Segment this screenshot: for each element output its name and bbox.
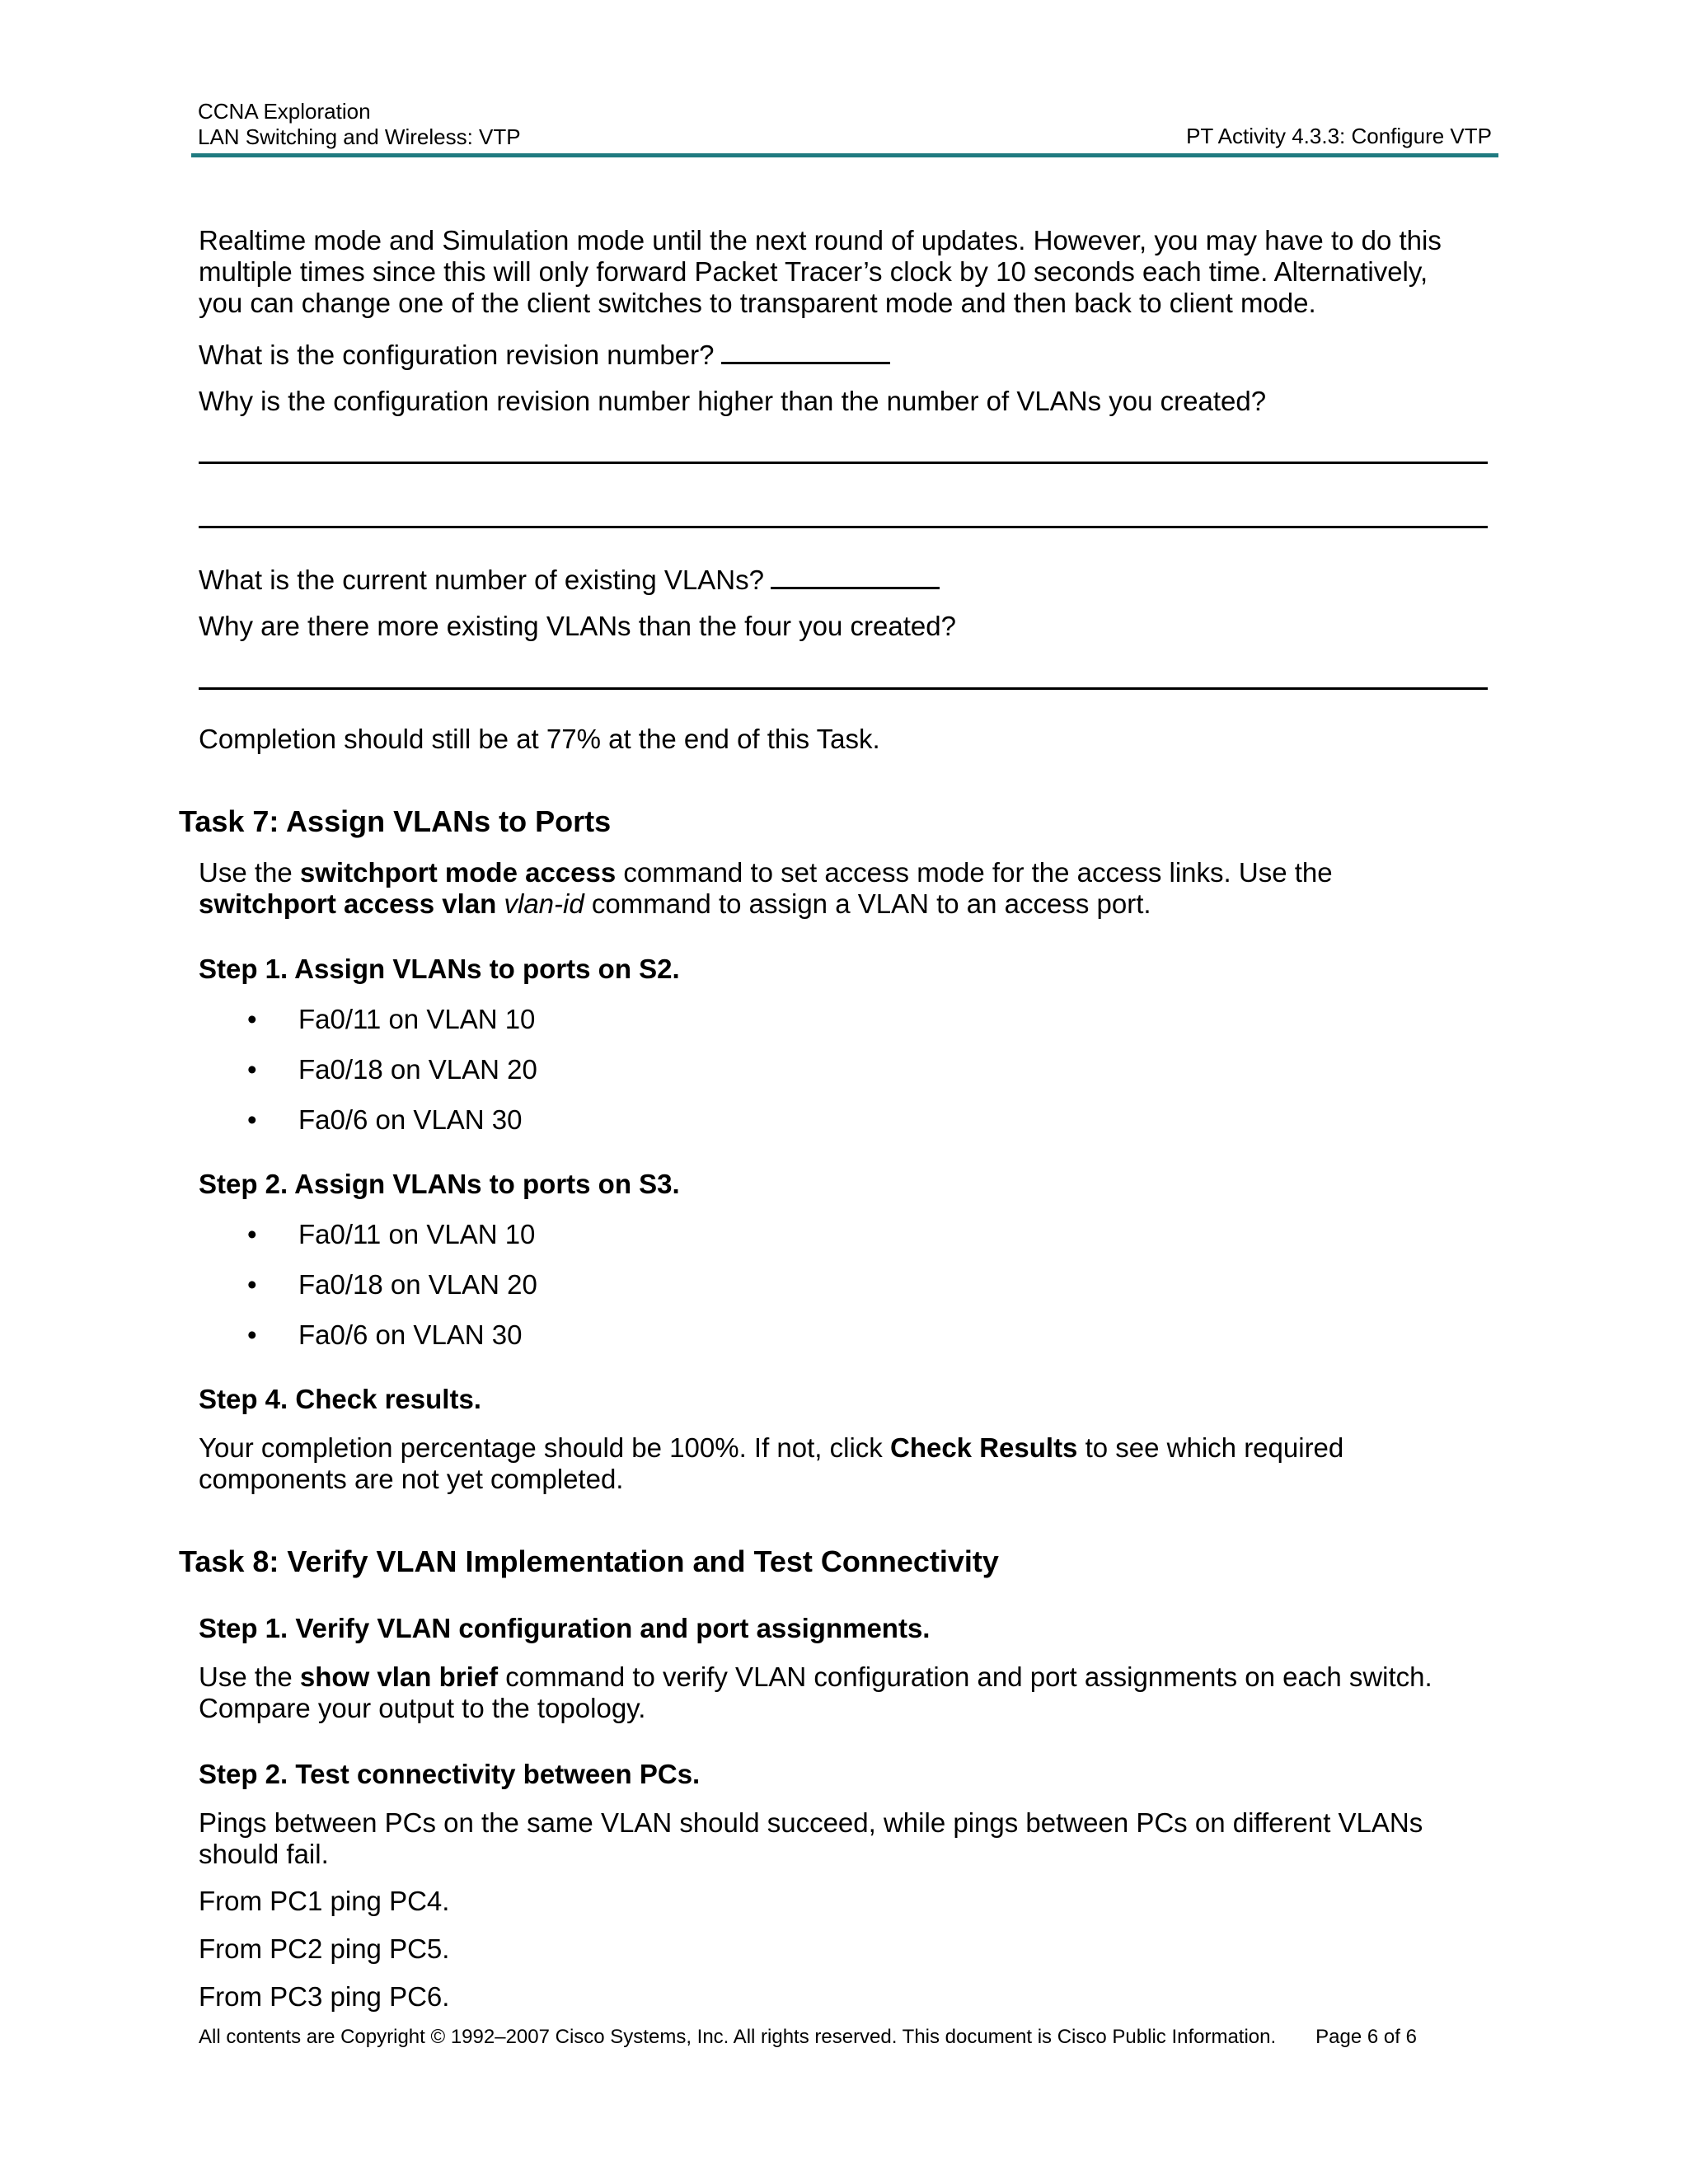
list-item-text: Fa0/11 on VLAN 10 bbox=[298, 1219, 536, 1249]
intro-line: multiple times since this will only forward Packet Tracer’s clock by 10 seconds each time. Alternatively, bbox=[199, 256, 1428, 287]
command-text: show vlan brief bbox=[299, 1661, 499, 1692]
bullet-icon: • bbox=[247, 1269, 257, 1300]
bullet-icon: • bbox=[247, 1319, 257, 1350]
answer-line[interactable] bbox=[199, 687, 1488, 690]
task7-step2-heading: Step 2. Assign VLANs to ports on S3. bbox=[199, 1169, 680, 1199]
page-footer bbox=[199, 2025, 1417, 2049]
list-item-text: Fa0/18 on VLAN 20 bbox=[298, 1054, 537, 1085]
text: should fail. bbox=[199, 1839, 329, 1869]
list-item bbox=[247, 1004, 535, 1035]
page-header-left bbox=[198, 99, 521, 150]
text: Your completion percentage should be 100%. If not, click bbox=[199, 1432, 890, 1463]
question-revision-number bbox=[199, 337, 1501, 371]
list-item bbox=[247, 1219, 535, 1250]
task8-heading: Task 8: Verify VLAN Implementation and Test Connectivity bbox=[179, 1544, 999, 1578]
answer-line[interactable] bbox=[199, 462, 1488, 464]
command-argument: vlan-id bbox=[504, 888, 584, 919]
command-text: switchport access vlan bbox=[199, 888, 497, 919]
task8-step2-text bbox=[199, 1807, 1501, 1870]
page-number: Page 6 of 6 bbox=[1315, 2026, 1417, 2048]
intro-line: you can change one of the client switches to transparent mode and then back to client mode. bbox=[199, 288, 1316, 318]
task8-step1-heading: Step 1. Verify VLAN configuration and port assignments. bbox=[199, 1613, 931, 1643]
list-item-text: Fa0/18 on VLAN 20 bbox=[298, 1269, 537, 1300]
bullet-icon: • bbox=[247, 1004, 257, 1034]
list-item bbox=[247, 1104, 523, 1136]
task7-step4-heading: Step 4. Check results. bbox=[199, 1384, 481, 1414]
answer-line[interactable] bbox=[199, 526, 1488, 528]
question-vlan-why: Why are there more existing VLANs than the four you created? bbox=[199, 611, 956, 641]
ping-instruction: From PC1 ping PC4. bbox=[199, 1886, 450, 1916]
task8-step2-heading: Step 2. Test connectivity between PCs. bbox=[199, 1759, 701, 1789]
text: Compare your output to the topology. bbox=[199, 1693, 646, 1723]
question-text: What is the configuration revision number? bbox=[199, 340, 715, 370]
bullet-icon: • bbox=[247, 1104, 257, 1135]
text bbox=[496, 888, 504, 919]
bullet-icon: • bbox=[247, 1054, 257, 1085]
intro-paragraph bbox=[199, 225, 1501, 319]
intro-line: Realtime mode and Simulation mode until the next round of updates. However, you may have to do this bbox=[199, 225, 1442, 255]
ping-instruction: From PC3 ping PC6. bbox=[199, 1981, 450, 2012]
text: command to verify VLAN configuration and port assignments on each switch. bbox=[498, 1661, 1432, 1692]
course-title: CCNA Exploration bbox=[198, 99, 371, 124]
check-results-label: Check Results bbox=[889, 1432, 1078, 1463]
task8-step1-text bbox=[199, 1661, 1501, 1724]
text: to see which required bbox=[1077, 1432, 1344, 1463]
text: Use the bbox=[199, 1661, 300, 1692]
course-subtitle: LAN Switching and Wireless: VTP bbox=[198, 124, 521, 149]
answer-blank[interactable] bbox=[721, 337, 890, 364]
list-item bbox=[247, 1319, 523, 1351]
activity-title: PT Activity 4.3.3: Configure VTP bbox=[1186, 124, 1492, 148]
header-divider bbox=[191, 153, 1498, 157]
task7-step4-text bbox=[199, 1432, 1501, 1495]
question-revision-why: Why is the configuration revision number higher than the number of VLANs you created? bbox=[199, 386, 1267, 416]
task7-step1-heading: Step 1. Assign VLANs to ports on S2. bbox=[199, 954, 680, 984]
copyright-text: All contents are Copyright © 1992–2007 Cisco Systems, Inc. All rights reserved. This document is Cisco Public Information. bbox=[199, 2026, 1277, 2048]
answer-blank[interactable] bbox=[771, 562, 940, 589]
text: components are not yet completed. bbox=[199, 1464, 624, 1494]
text: Use the bbox=[199, 857, 300, 888]
task7-intro bbox=[199, 857, 1501, 920]
list-item bbox=[247, 1054, 537, 1085]
ping-instruction: From PC2 ping PC5. bbox=[199, 1933, 450, 1964]
text: command to set access mode for the access links. Use the bbox=[616, 857, 1333, 888]
text: Pings between PCs on the same VLAN should succeed, while pings between PCs on different VLANs bbox=[199, 1807, 1423, 1838]
list-item-text: Fa0/6 on VLAN 30 bbox=[298, 1104, 523, 1135]
list-item bbox=[247, 1269, 537, 1301]
question-vlan-count bbox=[199, 562, 1501, 596]
bullet-icon: • bbox=[247, 1219, 257, 1249]
task7-heading: Task 7: Assign VLANs to Ports bbox=[179, 804, 612, 838]
completion-note: Completion should still be at 77% at the end of this Task. bbox=[199, 724, 880, 754]
list-item-text: Fa0/6 on VLAN 30 bbox=[298, 1319, 523, 1350]
question-text: What is the current number of existing VLANs? bbox=[199, 565, 764, 595]
command-text: switchport mode access bbox=[299, 857, 617, 888]
text: command to assign a VLAN to an access port. bbox=[584, 888, 1151, 919]
list-item-text: Fa0/11 on VLAN 10 bbox=[298, 1004, 536, 1034]
